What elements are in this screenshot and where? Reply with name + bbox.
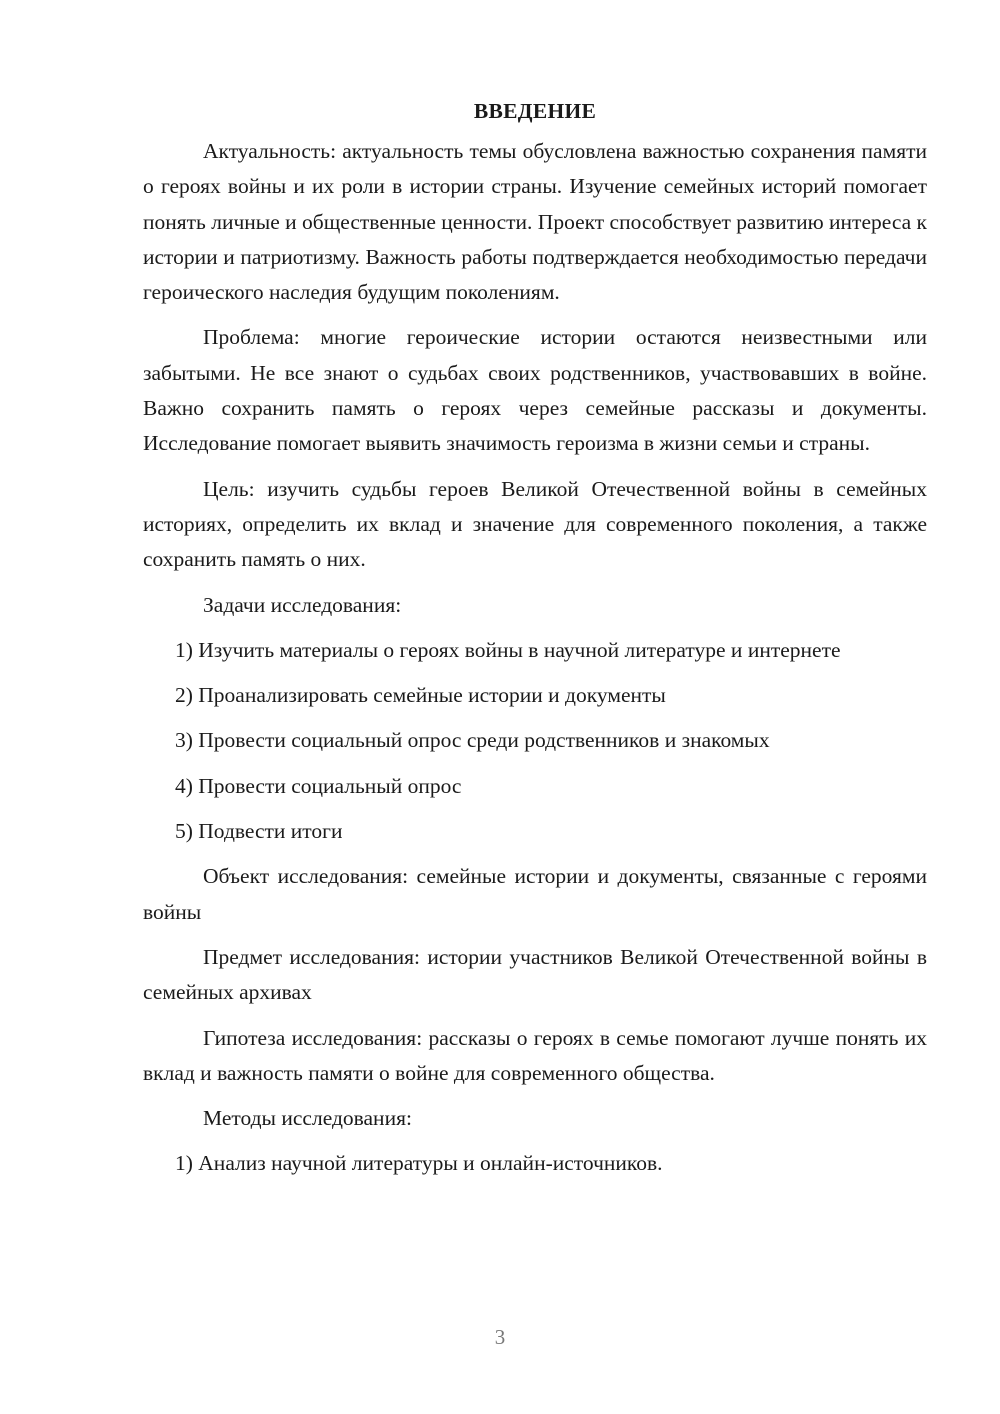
- problem-paragraph: Проблема: многие героические истории остаются неизвестными или забытыми. Не все знают о судьбах своих родственников, участвовавших в войне. Важно сохранить память о героях через семейные рассказы и документы. Исследование помогает выявить значимость героизма в жизни семьи и страны.: [143, 325, 927, 456]
- task-item-3: 3) Провести социальный опрос среди родственников и знакомых: [175, 728, 770, 753]
- task-item-4: 4) Провести социальный опрос: [175, 773, 462, 798]
- relevance-paragraph: Актуальность: актуальность темы обусловлена важностью сохранения памяти о героях войны и их роли в истории страны. Изучение семейных историй помогает понять личные и общественные ценности. Проект способствует развитию интереса к истории и патриотизму. Важность работы подтверждается необходимостью передачи героического наследия будущим поколениям.: [143, 139, 927, 305]
- page-number: 3: [494, 1325, 506, 1349]
- subject-paragraph: Предмет исследования: истории участников Великой Отечественной войны в семейных архивах: [143, 944, 927, 1005]
- method-item-1: 1) Анализ научной литературы и онлайн-источников.: [175, 1151, 663, 1176]
- tasks-label: Задачи исследования:: [203, 592, 402, 617]
- object-paragraph: Объект исследования: семейные истории и документы, связанные с героями войны: [143, 864, 927, 924]
- page-title: ВВЕДЕНИЕ: [473, 99, 597, 123]
- task-item-1: 1) Изучить материалы о героях войны в научной литературе и интернете: [175, 637, 841, 662]
- methods-label: Методы исследования:: [203, 1106, 412, 1131]
- document-body: [143, 96, 927, 1192]
- hypothesis-paragraph: Гипотеза исследования: рассказы о героях в семье помогают лучше понять их вклад и важность памяти о войне для современного общества.: [143, 1025, 927, 1085]
- goal-paragraph: Цель: изучить судьбы героев Великой Отечественной войны в семейных историях, определить их вклад и значение для современного поколения, а также сохранить память о них.: [143, 476, 927, 572]
- task-item-5: 5) Подвести итоги: [175, 819, 343, 844]
- task-item-2: 2) Проанализировать семейные истории и документы: [175, 683, 666, 708]
